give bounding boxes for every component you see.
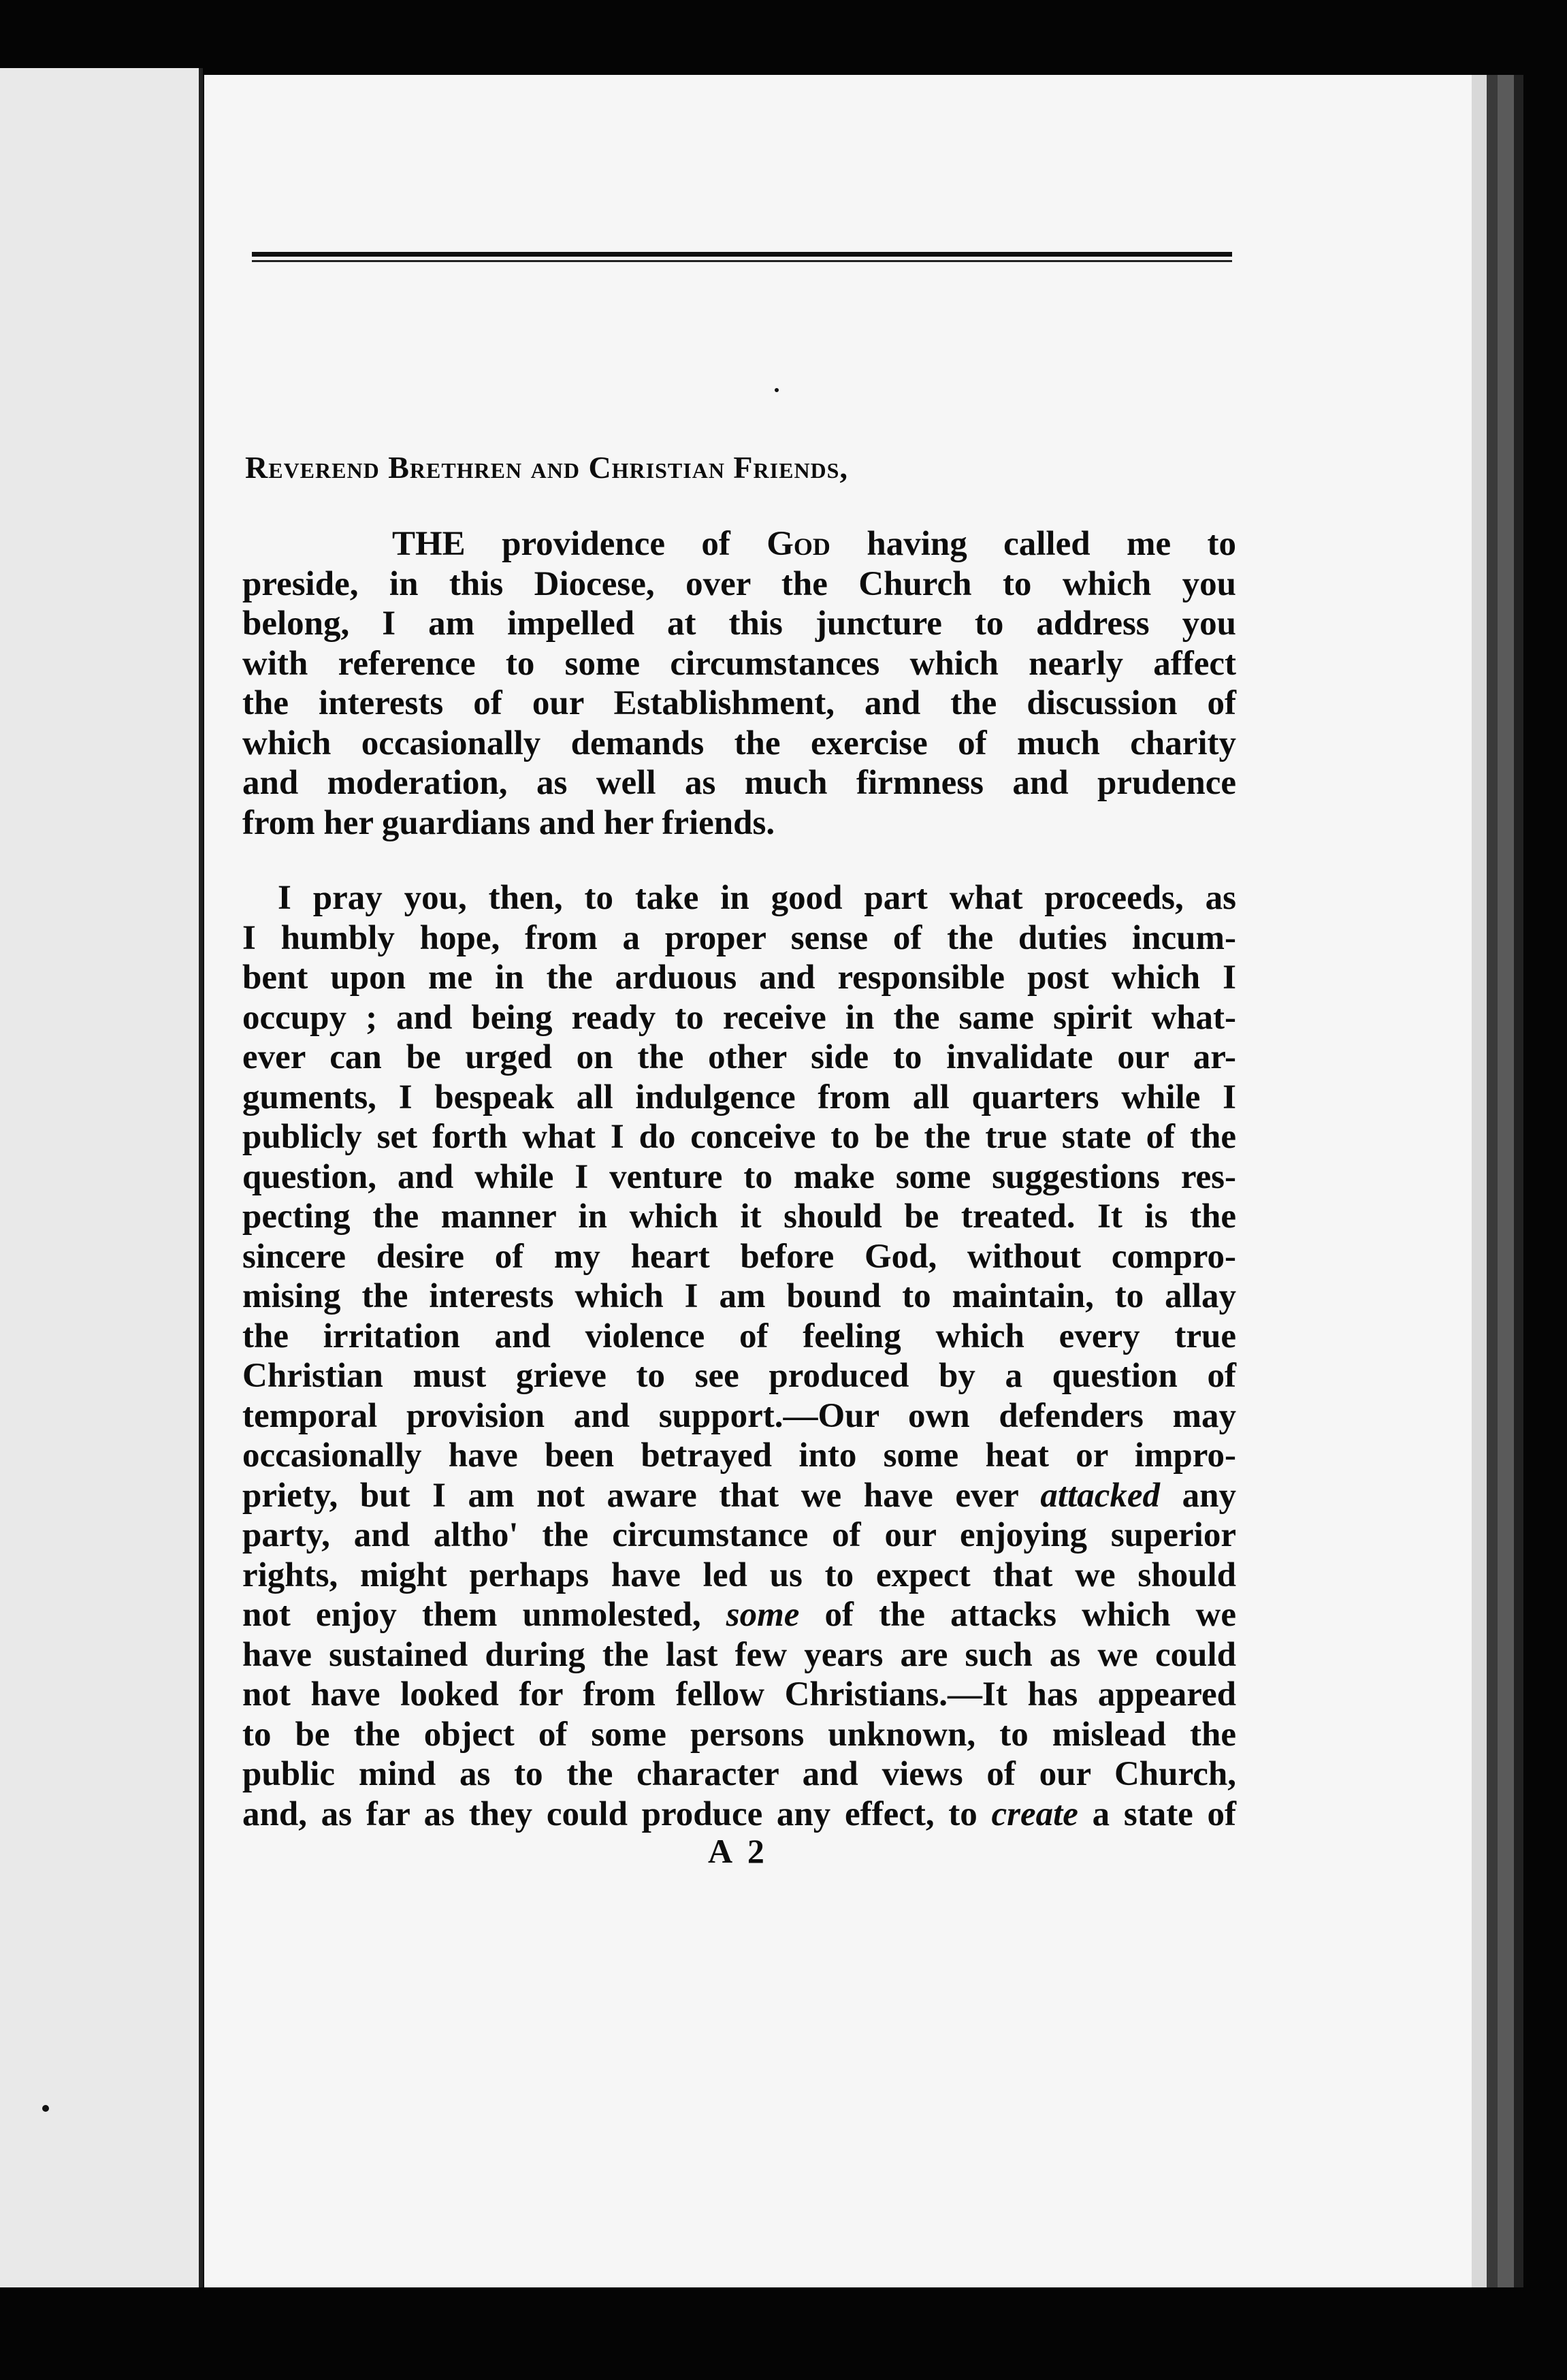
paragraph-2-line: pecting the manner in which it should be treated. It is the	[242, 1197, 1236, 1236]
paragraph-2-line: public mind as to the character and views of our Church,	[242, 1755, 1236, 1793]
paragraph-2-line-15: priety, but I am not aware that we have ever attacked any	[242, 1476, 1236, 1515]
paragraph-2-line: have sustained during the last few years are such as we could	[242, 1635, 1236, 1674]
signature-mark: A 2	[708, 1832, 769, 1870]
paragraph-1-line: and moderation, as well as much firmness and prudence	[242, 764, 1236, 802]
paragraph-2-line: I humbly hope, from a proper sense of the duties incum-	[242, 918, 1236, 957]
paragraph-2-line: occupy ; and being ready to receive in the same spirit what-	[242, 998, 1236, 1037]
paragraph-2-line: occasionally have been betrayed into some heat or impro-	[242, 1436, 1236, 1475]
p1-l1-b: having called me to	[830, 525, 1236, 563]
paragraph-2-line: publicly set forth what I do conceive to be the true state of the	[242, 1118, 1236, 1156]
paragraph-1-line: with reference to some circumstances which nearly affect	[242, 644, 1236, 683]
speck	[42, 2105, 49, 2112]
page-edge	[1472, 75, 1487, 2287]
paragraph-2-line: bent upon me in the arduous and responsible post which I	[242, 959, 1236, 997]
header-rule	[252, 252, 1232, 267]
p1-l1-god: God	[766, 525, 830, 563]
paragraph-1-line: preside, in this Diocese, over the Church to which you	[242, 564, 1236, 603]
header-rule-thick	[252, 252, 1232, 257]
paragraph-1-line: the interests of our Establishment, and the discussion of	[242, 684, 1236, 722]
speck	[775, 388, 779, 392]
paragraph-2-line-18: not enjoy them unmolested, some of the attacks which we	[242, 1596, 1236, 1634]
salutation: Reverend Brethren and Christian Friends,	[245, 450, 848, 485]
paragraph-2-line: I pray you, then, to take in good part what proceeds, as	[278, 879, 1236, 917]
paragraph-2-line: the irritation and violence of feeling which every true	[242, 1317, 1236, 1355]
paragraph-2-line: mising the interests which I am bound to maintain, to allay	[242, 1277, 1236, 1315]
paragraph-2-line: to be the object of some persons unknown, to mislead the	[242, 1715, 1236, 1754]
paragraph-2-line: question, and while I venture to make some suggestions res-	[242, 1157, 1236, 1196]
paragraph-1-line: belong, I am impelled at this juncture to address you	[242, 605, 1236, 643]
paragraph-2-line: not have looked for from fellow Christians.—It has appeared	[242, 1675, 1236, 1714]
paragraph-2-line: ever can be urged on the other side to invalidate our ar-	[242, 1038, 1236, 1076]
paragraph-2-line: rights, might perhaps have led us to expect that we should	[242, 1556, 1236, 1594]
page-edge	[1514, 75, 1523, 2287]
paragraph-1-line: which occasionally demands the exercise of much charity	[242, 724, 1236, 762]
paragraph-2-line: party, and altho' the circumstance of our enjoying superior	[242, 1516, 1236, 1554]
paragraph-1	[242, 524, 1236, 843]
page-edge	[1487, 75, 1498, 2287]
paragraph-2-line: sincere desire of my heart before God, without compro-	[242, 1237, 1236, 1276]
page-edge	[1498, 75, 1514, 2287]
header-rule-thin	[252, 260, 1232, 262]
paragraph-2-line: Christian must grieve to see produced by a question of	[242, 1357, 1236, 1395]
paragraph-1-line: from her guardians and her friends.	[242, 803, 775, 842]
paragraph-2-line: temporal provision and support.—Our own defenders may	[242, 1396, 1236, 1435]
paragraph-2-line-23: and, as far as they could produce any effect, to create a state of	[242, 1795, 1237, 1833]
p1-l1-a: THE providence of	[392, 525, 767, 563]
paragraph-2-line: guments, I bespeak all indulgence from all quarters while I	[242, 1078, 1236, 1116]
paragraph-2	[242, 878, 1236, 1834]
facing-page-edge	[0, 68, 203, 2287]
paragraph-1-line-1	[242, 524, 1236, 564]
